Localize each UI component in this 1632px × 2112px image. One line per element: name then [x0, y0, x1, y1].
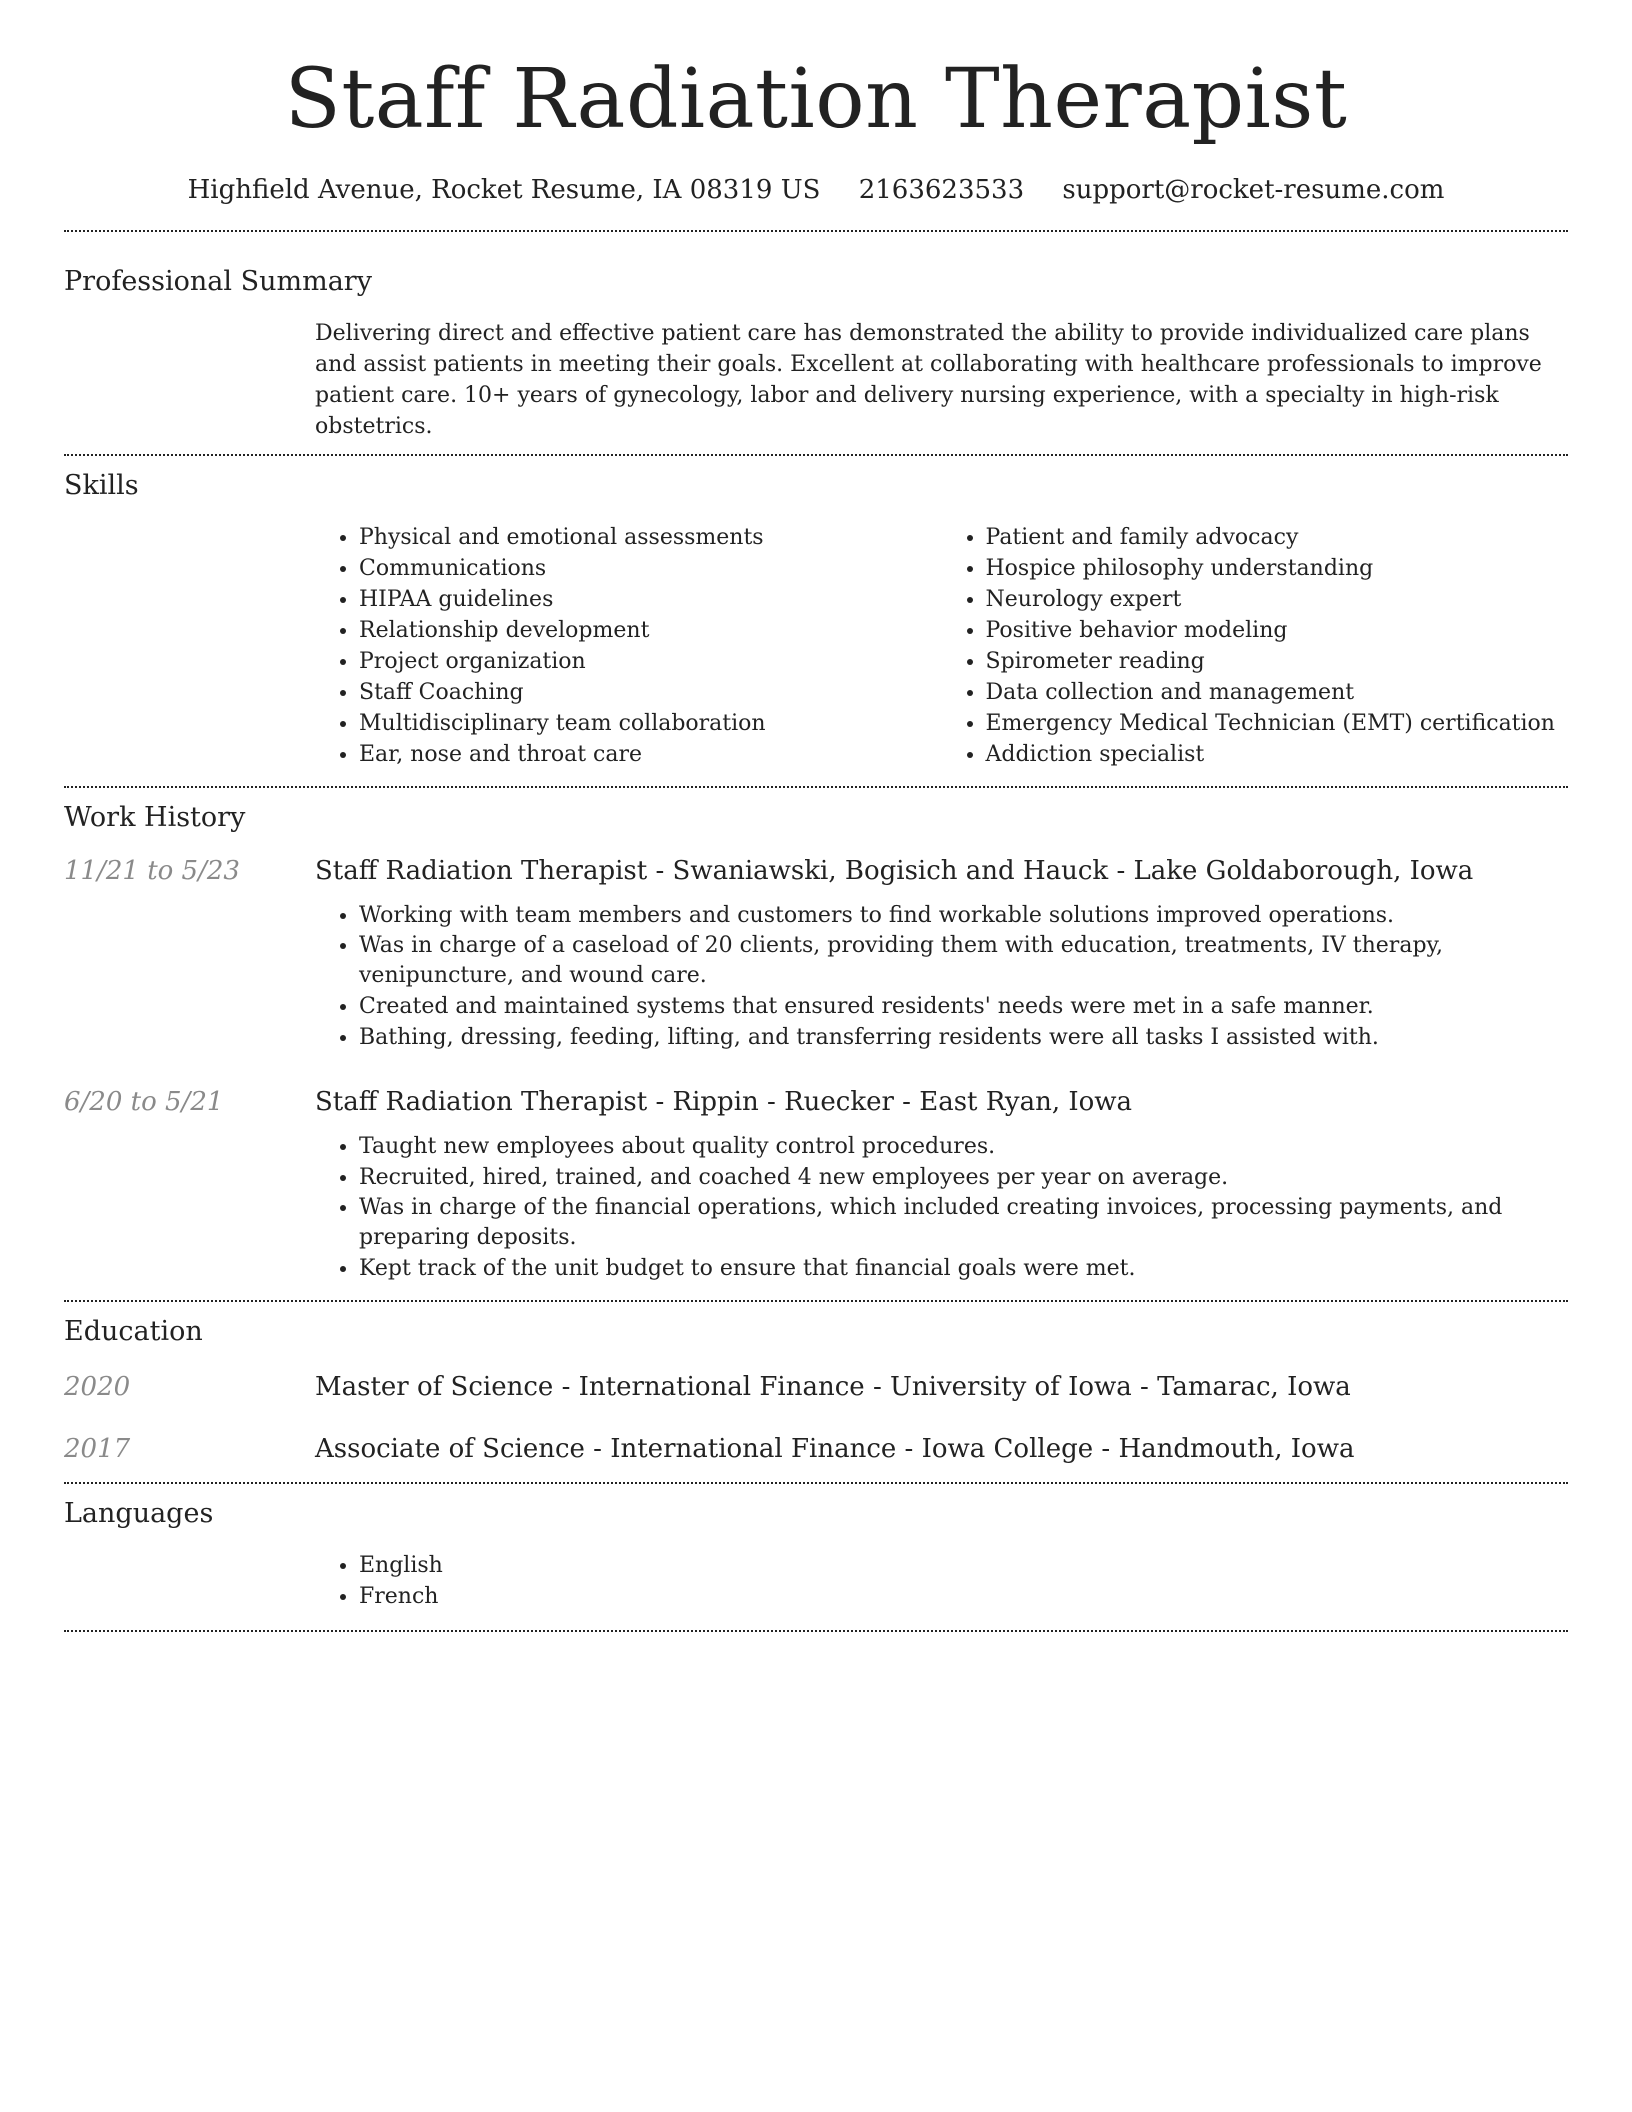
skills-list	[315, 522, 1568, 770]
skill-item: • Patient and family advocacy	[986, 522, 1569, 553]
duty-item: • Bathing, dressing, feeding, lifting, and transferring residents were all tasks I assisted with.	[359, 1022, 1568, 1053]
languages-list	[315, 1550, 1568, 1612]
section-title-languages: Languages	[64, 1498, 214, 1529]
job-duties	[315, 900, 1568, 1053]
skill-item: • HIPAA guidelines	[359, 584, 942, 615]
skill-item: • Positive behavior modeling	[986, 615, 1569, 646]
skill-item: • Data collection and management	[986, 677, 1569, 708]
divider	[64, 1300, 1568, 1302]
job-dates: 6/20 to 5/21	[64, 1087, 224, 1117]
divider	[64, 786, 1568, 788]
divider	[64, 230, 1568, 232]
skill-item: • Addiction specialist	[986, 739, 1569, 770]
section-title-work: Work History	[64, 802, 246, 833]
duty-item: • Recruited, hired, trained, and coached 4 new employees per year on average.	[359, 1162, 1568, 1193]
contact-email: support@rocket-resume.com	[1062, 175, 1445, 205]
skill-item: • Ear, nose and throat care	[359, 739, 942, 770]
skill-item: • Physical and emotional assessments	[359, 522, 942, 553]
duty-item: • Taught new employees about quality control procedures.	[359, 1131, 1568, 1162]
section-title-summary: Professional Summary	[64, 266, 372, 297]
language-item: • French	[359, 1581, 1568, 1612]
skill-item: • Emergency Medical Technician (EMT) certification	[986, 708, 1569, 739]
skills-column-right	[942, 522, 1569, 770]
job-entry	[64, 856, 1568, 886]
skill-item: • Communications	[359, 553, 942, 584]
job-dates: 11/21 to 5/23	[64, 856, 240, 886]
duty-item: • Working with team members and customers to find workable solutions improved operations.	[359, 900, 1568, 931]
skill-item: • Spirometer reading	[986, 646, 1569, 677]
divider	[64, 1630, 1568, 1632]
duty-item: • Was in charge of the financial operations, which included creating invoices, processing payments, and preparing deposits.	[359, 1193, 1568, 1253]
skill-item: • Hospice philosophy understanding	[986, 553, 1569, 584]
duty-item: • Kept track of the unit budget to ensure that financial goals were met.	[359, 1253, 1568, 1284]
job-duties	[315, 1131, 1568, 1284]
language-item: • English	[359, 1550, 1568, 1581]
education-heading: Master of Science - International Finance - University of Iowa - Tamarac, Iowa	[315, 1372, 1351, 1402]
skill-item: • Multidisciplinary team collaboration	[359, 708, 942, 739]
education-year: 2017	[64, 1434, 131, 1464]
contact-phone: 2163623533	[858, 175, 1025, 205]
resume-page	[64, 0, 1568, 1632]
divider	[64, 1482, 1568, 1484]
education-heading: Associate of Science - International Finance - Iowa College - Handmouth, Iowa	[315, 1434, 1355, 1464]
duty-item: • Was in charge of a caseload of 20 clients, providing them with education, treatments, IV therapy, venipuncture, and wound care.	[359, 931, 1568, 991]
skill-item: • Relationship development	[359, 615, 942, 646]
contact-address: Highfield Avenue, Rocket Resume, IA 08319 US	[187, 175, 821, 205]
duty-item: • Created and maintained systems that ensured residents' needs were met in a safe manner.	[359, 991, 1568, 1022]
skill-item: • Project organization	[359, 646, 942, 677]
education-year: 2020	[64, 1372, 131, 1402]
contact-line	[64, 172, 1568, 208]
education-entry	[64, 1434, 1568, 1464]
section-title-education: Education	[64, 1316, 203, 1347]
divider	[64, 454, 1568, 456]
summary-text: Delivering direct and effective patient care has demonstrated the ability to provide individualized care plans and assist patients in meeting their goals. Excellent at collaborating with healthcare professionals to improve patient care. 10+ years of gynecology, labor and delivery nursing experience, with a specialty in high-risk obstetrics.	[315, 321, 1542, 439]
job-entry	[64, 1087, 1568, 1117]
resume-name: Staff Radiation Therapist	[284, 52, 1348, 147]
education-entry	[64, 1372, 1568, 1402]
job-heading: Staff Radiation Therapist - Rippin - Ruecker - East Ryan, Iowa	[315, 1087, 1133, 1117]
skill-item: • Staff Coaching	[359, 677, 942, 708]
skill-item: • Neurology expert	[986, 584, 1569, 615]
job-heading: Staff Radiation Therapist - Swaniawski, Bogisich and Hauck - Lake Goldaborough, Iowa	[315, 856, 1474, 886]
skills-column-left	[315, 522, 942, 770]
section-title-skills: Skills	[64, 470, 139, 501]
